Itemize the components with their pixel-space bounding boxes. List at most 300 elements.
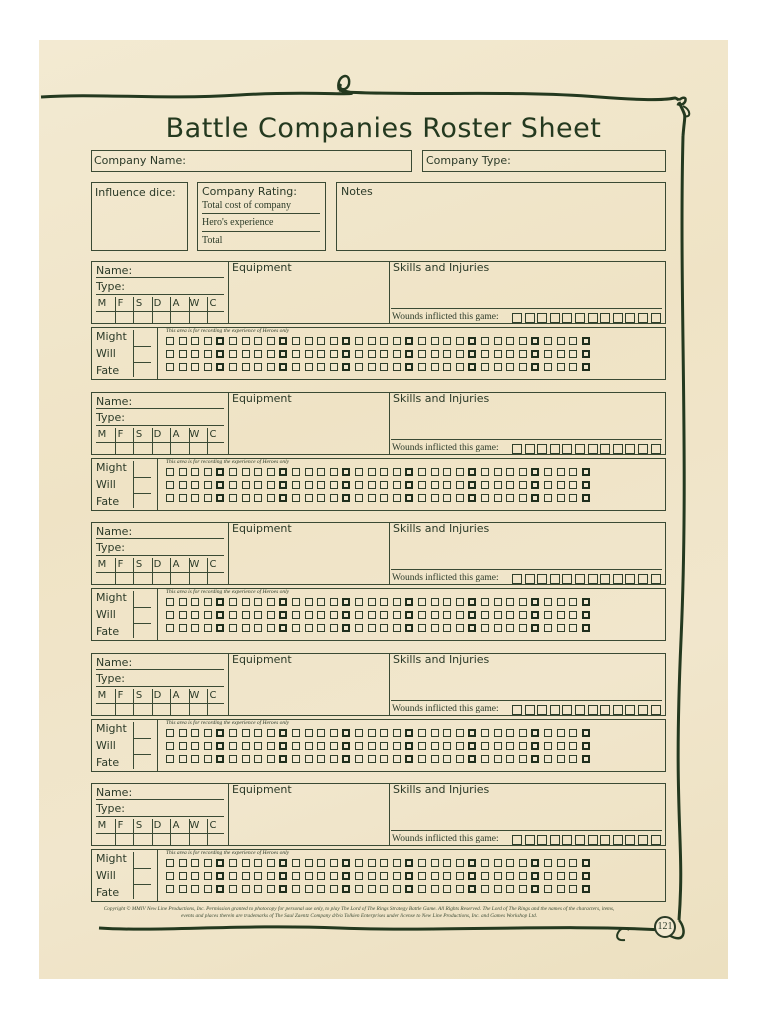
experience-checkbox[interactable]	[166, 494, 174, 502]
experience-checkbox[interactable]	[418, 337, 426, 345]
wound-checkbox[interactable]	[562, 313, 572, 323]
equipment-label[interactable]: Equipment	[232, 783, 292, 796]
experience-checkbox[interactable]	[519, 755, 527, 763]
experience-checkbox[interactable]	[494, 494, 502, 502]
experience-checkbox[interactable]	[431, 468, 439, 476]
experience-checkbox[interactable]	[418, 468, 426, 476]
wound-checkbox[interactable]	[550, 444, 560, 454]
experience-checkbox[interactable]	[355, 350, 363, 358]
experience-checkbox[interactable]	[305, 363, 313, 371]
wound-checkbox[interactable]	[613, 444, 623, 454]
experience-checkbox[interactable]	[317, 598, 325, 606]
experience-checkbox[interactable]	[267, 598, 275, 606]
wound-checkbox[interactable]	[588, 835, 598, 845]
experience-checkbox[interactable]	[342, 729, 350, 737]
experience-checkbox[interactable]	[254, 742, 262, 750]
experience-checkbox[interactable]	[544, 598, 552, 606]
wound-checkbox[interactable]	[638, 574, 648, 584]
experience-checkbox[interactable]	[519, 350, 527, 358]
experience-checkbox[interactable]	[254, 468, 262, 476]
experience-checkbox[interactable]	[342, 363, 350, 371]
experience-checkbox[interactable]	[506, 494, 514, 502]
experience-checkbox[interactable]	[557, 742, 565, 750]
experience-checkbox[interactable]	[431, 337, 439, 345]
experience-checkbox[interactable]	[405, 468, 413, 476]
experience-checkbox[interactable]	[191, 468, 199, 476]
wound-checkbox[interactable]	[613, 313, 623, 323]
type-line[interactable]	[96, 555, 224, 556]
experience-checkbox[interactable]	[216, 494, 224, 502]
experience-checkbox[interactable]	[342, 468, 350, 476]
type-line[interactable]	[96, 425, 224, 426]
wound-checkbox[interactable]	[625, 705, 635, 715]
experience-checkbox[interactable]	[494, 885, 502, 893]
experience-checkbox[interactable]	[355, 481, 363, 489]
experience-checkbox[interactable]	[481, 598, 489, 606]
experience-checkbox[interactable]	[544, 468, 552, 476]
experience-checkbox[interactable]	[229, 611, 237, 619]
experience-checkbox[interactable]	[569, 624, 577, 632]
experience-checkbox[interactable]	[191, 729, 199, 737]
experience-checkbox[interactable]	[368, 611, 376, 619]
experience-checkbox[interactable]	[393, 729, 401, 737]
experience-checkbox[interactable]	[418, 624, 426, 632]
experience-checkbox[interactable]	[380, 468, 388, 476]
experience-checkbox[interactable]	[317, 742, 325, 750]
experience-checkbox[interactable]	[317, 885, 325, 893]
experience-checkbox[interactable]	[330, 350, 338, 358]
wound-checkbox[interactable]	[588, 313, 598, 323]
wound-checkbox[interactable]	[600, 835, 610, 845]
experience-checkbox[interactable]	[431, 885, 439, 893]
experience-checkbox[interactable]	[279, 611, 287, 619]
wound-checkbox[interactable]	[537, 313, 547, 323]
experience-checkbox[interactable]	[531, 494, 539, 502]
experience-checkbox[interactable]	[267, 885, 275, 893]
experience-checkbox[interactable]	[305, 337, 313, 345]
experience-checkbox[interactable]	[393, 494, 401, 502]
experience-checkbox[interactable]	[531, 598, 539, 606]
experience-checkbox[interactable]	[494, 598, 502, 606]
wound-checkbox[interactable]	[550, 574, 560, 584]
experience-checkbox[interactable]	[342, 494, 350, 502]
experience-checkbox[interactable]	[229, 481, 237, 489]
experience-checkbox[interactable]	[368, 729, 376, 737]
experience-checkbox[interactable]	[254, 494, 262, 502]
experience-checkbox[interactable]	[506, 363, 514, 371]
experience-checkbox[interactable]	[380, 885, 388, 893]
experience-checkbox[interactable]	[204, 755, 212, 763]
experience-checkbox[interactable]	[279, 624, 287, 632]
experience-checkbox[interactable]	[242, 494, 250, 502]
experience-checkbox[interactable]	[468, 885, 476, 893]
wound-checkbox[interactable]	[550, 705, 560, 715]
experience-checkbox[interactable]	[330, 885, 338, 893]
experience-checkbox[interactable]	[468, 729, 476, 737]
experience-checkbox[interactable]	[531, 729, 539, 737]
experience-checkbox[interactable]	[216, 885, 224, 893]
experience-checkbox[interactable]	[481, 611, 489, 619]
experience-checkbox[interactable]	[443, 729, 451, 737]
experience-checkbox[interactable]	[569, 742, 577, 750]
experience-checkbox[interactable]	[481, 337, 489, 345]
experience-checkbox[interactable]	[418, 481, 426, 489]
experience-checkbox[interactable]	[456, 337, 464, 345]
experience-checkbox[interactable]	[179, 742, 187, 750]
experience-checkbox[interactable]	[393, 363, 401, 371]
experience-checkbox[interactable]	[468, 624, 476, 632]
experience-checkbox[interactable]	[569, 494, 577, 502]
experience-checkbox[interactable]	[544, 337, 552, 345]
experience-checkbox[interactable]	[242, 337, 250, 345]
wound-checkbox[interactable]	[575, 705, 585, 715]
experience-checkbox[interactable]	[179, 468, 187, 476]
experience-checkbox[interactable]	[443, 481, 451, 489]
experience-checkbox[interactable]	[279, 859, 287, 867]
experience-checkbox[interactable]	[569, 729, 577, 737]
wound-checkbox[interactable]	[575, 313, 585, 323]
experience-checkbox[interactable]	[531, 859, 539, 867]
wound-checkbox[interactable]	[537, 444, 547, 454]
experience-checkbox[interactable]	[431, 350, 439, 358]
experience-checkbox[interactable]	[355, 598, 363, 606]
experience-checkbox[interactable]	[557, 611, 565, 619]
experience-checkbox[interactable]	[166, 468, 174, 476]
experience-checkbox[interactable]	[368, 363, 376, 371]
experience-checkbox[interactable]	[254, 624, 262, 632]
wound-checkbox[interactable]	[600, 444, 610, 454]
experience-checkbox[interactable]	[204, 363, 212, 371]
experience-checkbox[interactable]	[204, 481, 212, 489]
experience-checkbox[interactable]	[468, 363, 476, 371]
experience-checkbox[interactable]	[494, 859, 502, 867]
experience-checkbox[interactable]	[191, 885, 199, 893]
experience-checkbox[interactable]	[481, 350, 489, 358]
experience-checkbox[interactable]	[531, 885, 539, 893]
experience-checkbox[interactable]	[216, 872, 224, 880]
experience-checkbox[interactable]	[267, 350, 275, 358]
experience-checkbox[interactable]	[519, 481, 527, 489]
experience-checkbox[interactable]	[506, 729, 514, 737]
experience-checkbox[interactable]	[305, 729, 313, 737]
experience-checkbox[interactable]	[254, 337, 262, 345]
experience-checkbox[interactable]	[481, 729, 489, 737]
wound-checkbox[interactable]	[550, 835, 560, 845]
experience-checkbox[interactable]	[544, 729, 552, 737]
experience-checkbox[interactable]	[582, 611, 590, 619]
experience-checkbox[interactable]	[443, 859, 451, 867]
experience-checkbox[interactable]	[531, 468, 539, 476]
experience-checkbox[interactable]	[582, 729, 590, 737]
experience-checkbox[interactable]	[582, 494, 590, 502]
equipment-label[interactable]: Equipment	[232, 392, 292, 405]
wound-checkbox[interactable]	[575, 835, 585, 845]
experience-checkbox[interactable]	[254, 885, 262, 893]
experience-checkbox[interactable]	[418, 611, 426, 619]
experience-checkbox[interactable]	[544, 885, 552, 893]
experience-checkbox[interactable]	[531, 872, 539, 880]
experience-checkbox[interactable]	[229, 872, 237, 880]
experience-checkbox[interactable]	[557, 729, 565, 737]
experience-checkbox[interactable]	[506, 350, 514, 358]
experience-checkbox[interactable]	[179, 481, 187, 489]
experience-checkbox[interactable]	[317, 859, 325, 867]
wound-checkbox[interactable]	[562, 705, 572, 715]
wound-checkbox[interactable]	[550, 313, 560, 323]
experience-checkbox[interactable]	[481, 872, 489, 880]
experience-checkbox[interactable]	[393, 337, 401, 345]
experience-checkbox[interactable]	[431, 755, 439, 763]
experience-checkbox[interactable]	[204, 624, 212, 632]
experience-checkbox[interactable]	[519, 611, 527, 619]
experience-checkbox[interactable]	[519, 624, 527, 632]
company-type-field[interactable]	[422, 150, 666, 172]
experience-checkbox[interactable]	[569, 337, 577, 345]
experience-checkbox[interactable]	[204, 494, 212, 502]
wound-checkbox[interactable]	[588, 574, 598, 584]
skills-injuries-label[interactable]: Skills and Injuries	[393, 261, 490, 274]
experience-checkbox[interactable]	[380, 624, 388, 632]
experience-checkbox[interactable]	[279, 363, 287, 371]
name-line[interactable]	[96, 538, 224, 539]
experience-checkbox[interactable]	[494, 872, 502, 880]
experience-checkbox[interactable]	[355, 468, 363, 476]
wound-checkbox[interactable]	[575, 444, 585, 454]
experience-checkbox[interactable]	[557, 363, 565, 371]
experience-checkbox[interactable]	[229, 742, 237, 750]
experience-checkbox[interactable]	[267, 337, 275, 345]
experience-checkbox[interactable]	[267, 872, 275, 880]
experience-checkbox[interactable]	[242, 885, 250, 893]
experience-checkbox[interactable]	[506, 755, 514, 763]
wound-checkbox[interactable]	[651, 835, 661, 845]
wound-checkbox[interactable]	[525, 705, 535, 715]
experience-checkbox[interactable]	[355, 755, 363, 763]
experience-checkbox[interactable]	[431, 494, 439, 502]
experience-checkbox[interactable]	[292, 481, 300, 489]
equipment-label[interactable]: Equipment	[232, 522, 292, 535]
experience-checkbox[interactable]	[267, 742, 275, 750]
experience-checkbox[interactable]	[393, 598, 401, 606]
experience-checkbox[interactable]	[204, 885, 212, 893]
experience-checkbox[interactable]	[204, 468, 212, 476]
experience-checkbox[interactable]	[216, 481, 224, 489]
experience-checkbox[interactable]	[494, 729, 502, 737]
experience-checkbox[interactable]	[191, 755, 199, 763]
experience-checkbox[interactable]	[204, 337, 212, 345]
name-line[interactable]	[96, 799, 224, 800]
experience-checkbox[interactable]	[317, 872, 325, 880]
experience-checkbox[interactable]	[481, 363, 489, 371]
experience-checkbox[interactable]	[317, 755, 325, 763]
experience-checkbox[interactable]	[355, 885, 363, 893]
experience-checkbox[interactable]	[481, 481, 489, 489]
experience-checkbox[interactable]	[166, 885, 174, 893]
wound-checkbox[interactable]	[525, 835, 535, 845]
experience-checkbox[interactable]	[330, 755, 338, 763]
experience-checkbox[interactable]	[569, 481, 577, 489]
experience-checkbox[interactable]	[431, 611, 439, 619]
experience-checkbox[interactable]	[519, 337, 527, 345]
experience-checkbox[interactable]	[506, 624, 514, 632]
experience-checkbox[interactable]	[582, 624, 590, 632]
experience-checkbox[interactable]	[368, 742, 376, 750]
experience-checkbox[interactable]	[531, 624, 539, 632]
experience-checkbox[interactable]	[519, 872, 527, 880]
experience-checkbox[interactable]	[531, 363, 539, 371]
experience-checkbox[interactable]	[267, 729, 275, 737]
experience-checkbox[interactable]	[481, 859, 489, 867]
experience-checkbox[interactable]	[393, 481, 401, 489]
experience-checkbox[interactable]	[355, 729, 363, 737]
experience-checkbox[interactable]	[494, 363, 502, 371]
experience-checkbox[interactable]	[179, 337, 187, 345]
experience-checkbox[interactable]	[380, 337, 388, 345]
experience-checkbox[interactable]	[494, 611, 502, 619]
wound-checkbox[interactable]	[638, 444, 648, 454]
experience-checkbox[interactable]	[242, 742, 250, 750]
experience-checkbox[interactable]	[557, 872, 565, 880]
experience-checkbox[interactable]	[342, 872, 350, 880]
experience-checkbox[interactable]	[405, 755, 413, 763]
experience-checkbox[interactable]	[418, 742, 426, 750]
experience-checkbox[interactable]	[456, 494, 464, 502]
experience-checkbox[interactable]	[494, 337, 502, 345]
wound-checkbox[interactable]	[512, 574, 522, 584]
experience-checkbox[interactable]	[468, 350, 476, 358]
wound-checkbox[interactable]	[651, 574, 661, 584]
experience-checkbox[interactable]	[229, 624, 237, 632]
experience-checkbox[interactable]	[393, 350, 401, 358]
experience-checkbox[interactable]	[418, 729, 426, 737]
experience-checkbox[interactable]	[191, 337, 199, 345]
experience-checkbox[interactable]	[431, 729, 439, 737]
experience-checkbox[interactable]	[557, 481, 565, 489]
wound-checkbox[interactable]	[613, 574, 623, 584]
wound-checkbox[interactable]	[625, 444, 635, 454]
experience-checkbox[interactable]	[179, 755, 187, 763]
experience-checkbox[interactable]	[380, 494, 388, 502]
experience-checkbox[interactable]	[216, 859, 224, 867]
experience-checkbox[interactable]	[305, 494, 313, 502]
experience-checkbox[interactable]	[569, 859, 577, 867]
experience-checkbox[interactable]	[279, 337, 287, 345]
wound-checkbox[interactable]	[625, 574, 635, 584]
experience-checkbox[interactable]	[506, 742, 514, 750]
experience-checkbox[interactable]	[242, 872, 250, 880]
experience-checkbox[interactable]	[531, 350, 539, 358]
experience-checkbox[interactable]	[481, 468, 489, 476]
experience-checkbox[interactable]	[166, 481, 174, 489]
experience-checkbox[interactable]	[544, 481, 552, 489]
experience-checkbox[interactable]	[216, 598, 224, 606]
experience-checkbox[interactable]	[582, 481, 590, 489]
experience-checkbox[interactable]	[166, 859, 174, 867]
wound-checkbox[interactable]	[600, 705, 610, 715]
experience-checkbox[interactable]	[166, 755, 174, 763]
experience-checkbox[interactable]	[204, 598, 212, 606]
company-rating-field[interactable]	[197, 182, 326, 251]
type-line[interactable]	[96, 816, 224, 817]
experience-checkbox[interactable]	[166, 611, 174, 619]
experience-checkbox[interactable]	[393, 872, 401, 880]
experience-checkbox[interactable]	[267, 859, 275, 867]
experience-checkbox[interactable]	[506, 872, 514, 880]
experience-checkbox[interactable]	[342, 481, 350, 489]
experience-checkbox[interactable]	[179, 872, 187, 880]
experience-checkbox[interactable]	[405, 337, 413, 345]
experience-checkbox[interactable]	[519, 363, 527, 371]
experience-checkbox[interactable]	[506, 481, 514, 489]
experience-checkbox[interactable]	[342, 350, 350, 358]
experience-checkbox[interactable]	[166, 337, 174, 345]
experience-checkbox[interactable]	[254, 755, 262, 763]
experience-checkbox[interactable]	[242, 624, 250, 632]
experience-checkbox[interactable]	[305, 468, 313, 476]
experience-checkbox[interactable]	[292, 337, 300, 345]
experience-checkbox[interactable]	[368, 624, 376, 632]
experience-checkbox[interactable]	[519, 885, 527, 893]
experience-checkbox[interactable]	[582, 337, 590, 345]
experience-checkbox[interactable]	[531, 337, 539, 345]
experience-checkbox[interactable]	[279, 729, 287, 737]
experience-checkbox[interactable]	[191, 742, 199, 750]
experience-checkbox[interactable]	[582, 859, 590, 867]
wound-checkbox[interactable]	[562, 835, 572, 845]
experience-checkbox[interactable]	[443, 742, 451, 750]
experience-checkbox[interactable]	[166, 742, 174, 750]
experience-checkbox[interactable]	[216, 350, 224, 358]
equipment-label[interactable]: Equipment	[232, 261, 292, 274]
experience-checkbox[interactable]	[179, 859, 187, 867]
experience-checkbox[interactable]	[179, 350, 187, 358]
experience-checkbox[interactable]	[191, 624, 199, 632]
experience-checkbox[interactable]	[330, 468, 338, 476]
experience-checkbox[interactable]	[330, 598, 338, 606]
experience-checkbox[interactable]	[254, 859, 262, 867]
experience-checkbox[interactable]	[468, 611, 476, 619]
experience-checkbox[interactable]	[242, 481, 250, 489]
experience-checkbox[interactable]	[456, 350, 464, 358]
experience-checkbox[interactable]	[292, 598, 300, 606]
experience-checkbox[interactable]	[330, 729, 338, 737]
experience-checkbox[interactable]	[204, 611, 212, 619]
experience-checkbox[interactable]	[443, 350, 451, 358]
experience-checkbox[interactable]	[418, 755, 426, 763]
experience-checkbox[interactable]	[393, 468, 401, 476]
experience-checkbox[interactable]	[431, 598, 439, 606]
experience-checkbox[interactable]	[418, 859, 426, 867]
experience-checkbox[interactable]	[418, 363, 426, 371]
experience-checkbox[interactable]	[191, 859, 199, 867]
experience-checkbox[interactable]	[569, 872, 577, 880]
skills-injuries-label[interactable]: Skills and Injuries	[393, 783, 490, 796]
experience-checkbox[interactable]	[582, 468, 590, 476]
experience-checkbox[interactable]	[242, 755, 250, 763]
experience-checkbox[interactable]	[292, 872, 300, 880]
experience-checkbox[interactable]	[305, 885, 313, 893]
experience-checkbox[interactable]	[506, 859, 514, 867]
experience-checkbox[interactable]	[405, 611, 413, 619]
experience-checkbox[interactable]	[292, 729, 300, 737]
experience-checkbox[interactable]	[557, 337, 565, 345]
experience-checkbox[interactable]	[368, 337, 376, 345]
experience-checkbox[interactable]	[330, 481, 338, 489]
experience-checkbox[interactable]	[405, 729, 413, 737]
experience-checkbox[interactable]	[191, 598, 199, 606]
experience-checkbox[interactable]	[279, 755, 287, 763]
experience-checkbox[interactable]	[292, 363, 300, 371]
